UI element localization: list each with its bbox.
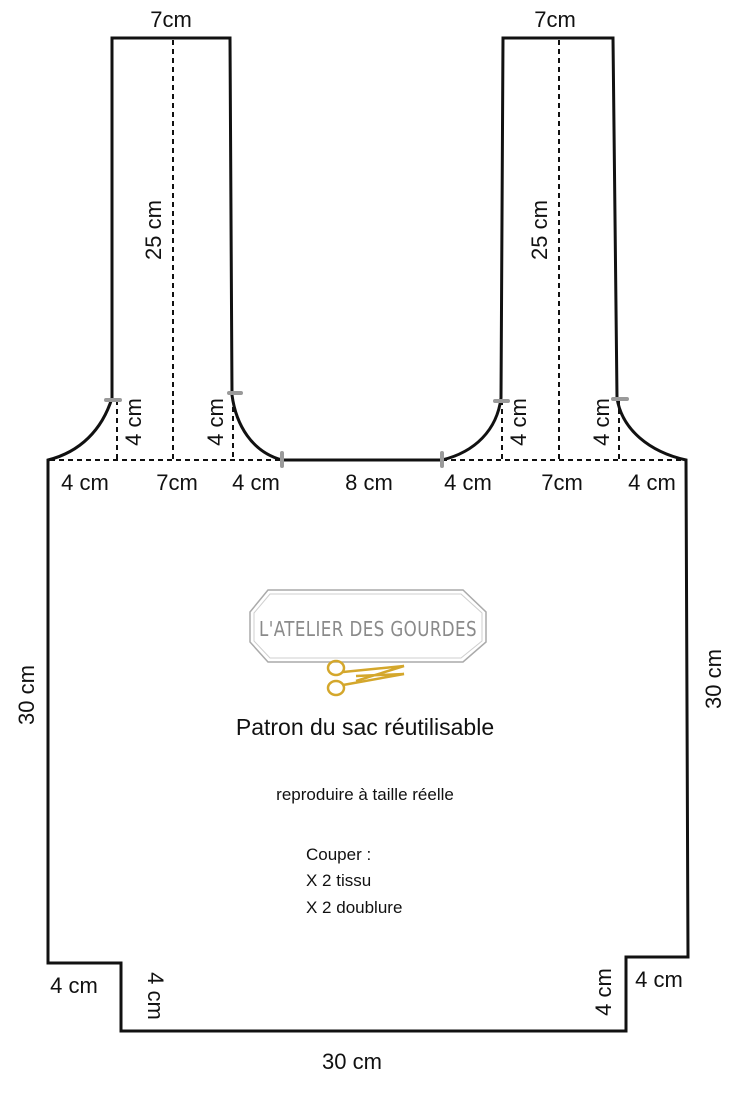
- dim-notch-left-width: 4 cm: [50, 973, 98, 998]
- cut-heading: Couper :: [306, 845, 372, 864]
- dim-top-right-strap: 7cm: [534, 7, 576, 32]
- dim-bottom: 30 cm: [322, 1049, 382, 1074]
- dim-base-left-outer: 4 cm: [61, 470, 109, 495]
- logo-text: L'ATELIER DES GOURDES: [259, 617, 477, 641]
- dim-notch-right-height: 4 cm: [591, 968, 616, 1016]
- dim-base-right-outer: 4 cm: [628, 470, 676, 495]
- dim-curve-ll-height: 4 cm: [121, 398, 146, 446]
- dim-notch-right-width: 4 cm: [635, 967, 683, 992]
- dim-base-right-inner: 4 cm: [444, 470, 492, 495]
- dim-curve-lr-height: 4 cm: [203, 398, 228, 446]
- cut-line-fabric: X 2 tissu: [306, 871, 372, 890]
- dim-side-right: 30 cm: [701, 649, 726, 709]
- pattern-subtitle: reproduire à taille réelle: [276, 785, 454, 804]
- dim-curve-rl-height: 4 cm: [506, 398, 531, 446]
- dim-top-left-strap: 7cm: [150, 7, 192, 32]
- dim-base-left-inner: 4 cm: [232, 470, 280, 495]
- dim-curve-rr-height: 4 cm: [589, 398, 614, 446]
- scissors-icon: [328, 661, 404, 695]
- atelier-logo: [250, 590, 486, 695]
- dim-side-left: 30 cm: [14, 665, 39, 725]
- position-markers: [106, 393, 627, 466]
- dim-base-left-mid: 7cm: [156, 470, 198, 495]
- dim-strap-left-height: 25 cm: [141, 200, 166, 260]
- pattern-title: Patron du sac réutilisable: [235, 714, 495, 740]
- dim-notch-left-height: 4 cm: [143, 972, 168, 1020]
- dim-strap-right-height: 25 cm: [527, 200, 552, 260]
- dim-base-center: 8 cm: [345, 470, 393, 495]
- dim-base-right-mid: 7cm: [541, 470, 583, 495]
- cut-line-lining: X 2 doublure: [306, 898, 403, 917]
